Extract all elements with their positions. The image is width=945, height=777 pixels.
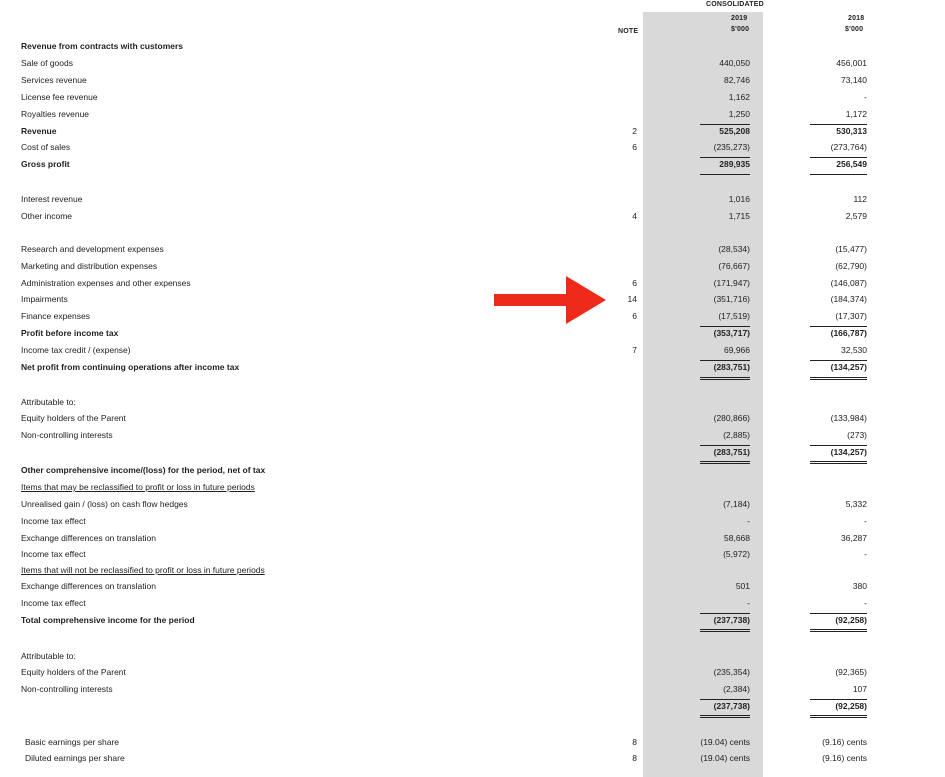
value-2019: (237,738) <box>713 615 750 625</box>
row-label: Total comprehensive income for the period <box>21 615 195 625</box>
row-label: Sale of goods <box>21 58 73 68</box>
value-2018: 73,140 <box>841 75 867 85</box>
value-2019: (5,972) <box>723 549 750 559</box>
unit-2019-header: $'000 <box>731 26 750 33</box>
statement-row <box>0 735 945 750</box>
statement-row <box>0 579 945 594</box>
row-label: Income tax effect <box>21 516 86 526</box>
total-double-rule <box>810 715 867 718</box>
value-2018: (17,307) <box>835 311 867 321</box>
value-2019: 82,746 <box>724 75 750 85</box>
statement-row <box>0 682 945 697</box>
row-label: Finance expenses <box>21 311 90 321</box>
value-2019: (353,717) <box>713 328 750 338</box>
total-double-rule <box>810 461 867 464</box>
subtotal-rule <box>700 613 750 614</box>
row-label: Non-controlling interests <box>21 430 113 440</box>
consolidated-header: CONSOLIDATED <box>706 1 764 8</box>
value-2018: - <box>864 92 867 102</box>
statement-row <box>0 649 945 664</box>
row-note: 14 <box>627 294 637 304</box>
subtotal-rule <box>810 124 867 125</box>
subtotal-rule <box>810 360 867 361</box>
row-label: License fee revenue <box>21 92 98 102</box>
total-double-rule <box>700 377 750 380</box>
row-note: 2 <box>632 126 637 136</box>
row-label: Income tax credit / (expense) <box>21 345 131 355</box>
subtotal-rule <box>810 445 867 446</box>
statement-row <box>0 480 945 495</box>
value-2019: 1,715 <box>728 211 750 221</box>
statement-row <box>0 157 945 172</box>
subtotal-rule <box>810 699 867 700</box>
row-label: Impairments <box>21 294 68 304</box>
statement-row <box>0 395 945 410</box>
subtotal-rule <box>700 174 750 175</box>
value-2018: (273,764) <box>830 142 867 152</box>
value-2019: 1,016 <box>728 194 750 204</box>
row-label: Equity holders of the Parent <box>21 667 126 677</box>
row-label: Services revenue <box>21 75 87 85</box>
total-double-rule <box>700 715 750 718</box>
subtotal-rule <box>700 124 750 125</box>
row-label: Research and development expenses <box>21 244 164 254</box>
subtotal-rule <box>700 360 750 361</box>
row-label: Marketing and distribution expenses <box>21 261 158 271</box>
value-2019: 1,162 <box>728 92 750 102</box>
value-2019: 440,050 <box>719 58 750 68</box>
value-2018: 256,549 <box>836 159 867 169</box>
value-2019: (28,534) <box>718 244 750 254</box>
statement-row <box>0 665 945 680</box>
statement-row <box>0 445 945 460</box>
value-2018: (92,258) <box>835 615 867 625</box>
row-label: Interest revenue <box>21 194 83 204</box>
statement-row <box>0 192 945 207</box>
row-label: Other comprehensive income/(loss) for the period, net of tax <box>21 465 266 475</box>
value-2019: (351,716) <box>713 294 750 304</box>
value-2018: (146,087) <box>830 278 867 288</box>
value-2019: (283,751) <box>713 362 750 372</box>
red-arrow-icon <box>494 275 606 327</box>
total-double-rule <box>700 629 750 632</box>
value-2018: (9.16) cents <box>822 737 867 747</box>
statement-row <box>0 259 945 274</box>
value-2018: - <box>864 549 867 559</box>
value-2019: - <box>747 516 750 526</box>
value-2019: (19.04) cents <box>700 753 750 763</box>
statement-row <box>0 428 945 443</box>
row-label: Items that may be reclassified to profit or loss in future periods <box>21 482 255 492</box>
row-note: 4 <box>632 211 637 221</box>
statement-row <box>0 326 945 341</box>
value-2018: (92,258) <box>835 701 867 711</box>
row-note: 8 <box>632 737 637 747</box>
row-label: Cost of sales <box>21 142 71 152</box>
subtotal-rule <box>810 174 867 175</box>
value-2018: 5,332 <box>845 499 867 509</box>
statement-row <box>0 107 945 122</box>
statement-row <box>0 343 945 358</box>
value-2019: (76,667) <box>718 261 750 271</box>
value-2018: (62,790) <box>835 261 867 271</box>
value-2019: (171,947) <box>713 278 750 288</box>
statement-row <box>0 124 945 139</box>
total-double-rule <box>700 461 750 464</box>
value-2018: (184,374) <box>830 294 867 304</box>
statement-row <box>0 276 945 291</box>
value-2019: (17,519) <box>718 311 750 321</box>
year-2019-header: 2019 <box>731 15 748 22</box>
row-label: Items that will not be reclassified to profit or loss in future periods <box>21 565 265 575</box>
row-label: Revenue from contracts with customers <box>21 41 184 51</box>
row-label: Other income <box>21 211 73 221</box>
row-label: Revenue <box>21 126 57 136</box>
value-2018: 36,287 <box>841 533 867 543</box>
statement-row <box>0 547 945 562</box>
value-2019: 69,966 <box>724 345 750 355</box>
row-label: Profit before income tax <box>21 328 119 338</box>
row-label: Exchange differences on translation <box>21 581 156 591</box>
row-label: Royalties revenue <box>21 109 90 119</box>
value-2018: - <box>864 516 867 526</box>
statement-row <box>0 596 945 611</box>
value-2018: 456,001 <box>836 58 867 68</box>
value-2018: 2,579 <box>845 211 867 221</box>
subtotal-rule <box>700 445 750 446</box>
row-note: 6 <box>632 278 637 288</box>
statement-row <box>0 613 945 628</box>
subtotal-rule <box>700 157 750 158</box>
value-2019: (283,751) <box>713 447 750 457</box>
row-label: Attributable to: <box>21 397 76 407</box>
value-2018: 1,172 <box>845 109 867 119</box>
row-note: 6 <box>632 311 637 321</box>
value-2019: (7,184) <box>723 499 750 509</box>
statement-row <box>0 497 945 512</box>
value-2019: (280,866) <box>713 413 750 423</box>
statement-row <box>0 56 945 71</box>
value-2018: (134,257) <box>830 447 867 457</box>
row-label: Income tax effect <box>21 549 86 559</box>
value-2018: 530,313 <box>836 126 867 136</box>
statement-row <box>0 90 945 105</box>
value-2018: - <box>864 598 867 608</box>
value-2019: 58,668 <box>724 533 750 543</box>
value-2018: 380 <box>852 581 867 591</box>
unit-2018-header: $'000 <box>845 26 864 33</box>
value-2018: (166,787) <box>830 328 867 338</box>
value-2019: 1,250 <box>728 109 750 119</box>
value-2018: (134,257) <box>830 362 867 372</box>
value-2019: (235,273) <box>713 142 750 152</box>
value-2019: 525,208 <box>719 126 750 136</box>
row-label: Income tax effect <box>21 598 86 608</box>
row-label: Gross profit <box>21 159 70 169</box>
subtotal-rule <box>700 326 750 327</box>
row-label: Equity holders of the Parent <box>21 413 126 423</box>
value-2019: - <box>747 598 750 608</box>
statement-row <box>0 73 945 88</box>
row-label: Exchange differences on translation <box>21 533 156 543</box>
statement-row <box>0 531 945 546</box>
subtotal-rule <box>810 326 867 327</box>
value-2019: (237,738) <box>713 701 750 711</box>
value-2019: (235,354) <box>713 667 750 677</box>
statement-row <box>0 292 945 307</box>
value-2018: (15,477) <box>835 244 867 254</box>
total-double-rule <box>810 629 867 632</box>
value-2019: 289,935 <box>719 159 750 169</box>
value-2019: (2,384) <box>723 684 750 694</box>
note-column-header: NOTE <box>618 28 639 35</box>
statement-row <box>0 140 945 155</box>
subtotal-rule <box>810 613 867 614</box>
value-2018: 32,530 <box>841 345 867 355</box>
value-2018: 107 <box>852 684 867 694</box>
statement-row <box>0 563 945 578</box>
statement-row <box>0 751 945 766</box>
row-note: 7 <box>632 345 637 355</box>
row-label: Administration expenses and other expenses <box>21 278 191 288</box>
total-double-rule <box>810 377 867 380</box>
row-note: 6 <box>632 142 637 152</box>
statement-row <box>0 360 945 375</box>
subtotal-rule <box>700 699 750 700</box>
value-2018: (9.16) cents <box>822 753 867 763</box>
row-label: Diluted earnings per share <box>25 753 125 763</box>
statement-row <box>0 463 945 478</box>
value-2019: (2,885) <box>723 430 750 440</box>
statement-row <box>0 699 945 714</box>
row-label: Net profit from continuing operations after income tax <box>21 362 240 372</box>
statement-row <box>0 209 945 224</box>
statement-row <box>0 309 945 324</box>
value-2019: 501 <box>735 581 750 591</box>
row-label: Non-controlling interests <box>21 684 113 694</box>
year-2018-header: 2018 <box>848 15 865 22</box>
value-2018: 112 <box>853 194 867 204</box>
value-2018: (133,984) <box>830 413 867 423</box>
row-label: Attributable to: <box>21 651 76 661</box>
row-note: 8 <box>632 753 637 763</box>
statement-row <box>0 39 945 54</box>
statement-row <box>0 411 945 426</box>
row-label: Unrealised gain / (loss) on cash flow hedges <box>21 499 188 509</box>
value-2019: (19.04) cents <box>700 737 750 747</box>
statement-row <box>0 514 945 529</box>
subtotal-rule <box>810 157 867 158</box>
value-2018: (92,365) <box>835 667 867 677</box>
row-label: Basic earnings per share <box>25 737 120 747</box>
statement-row <box>0 242 945 257</box>
value-2018: (273) <box>847 430 867 440</box>
